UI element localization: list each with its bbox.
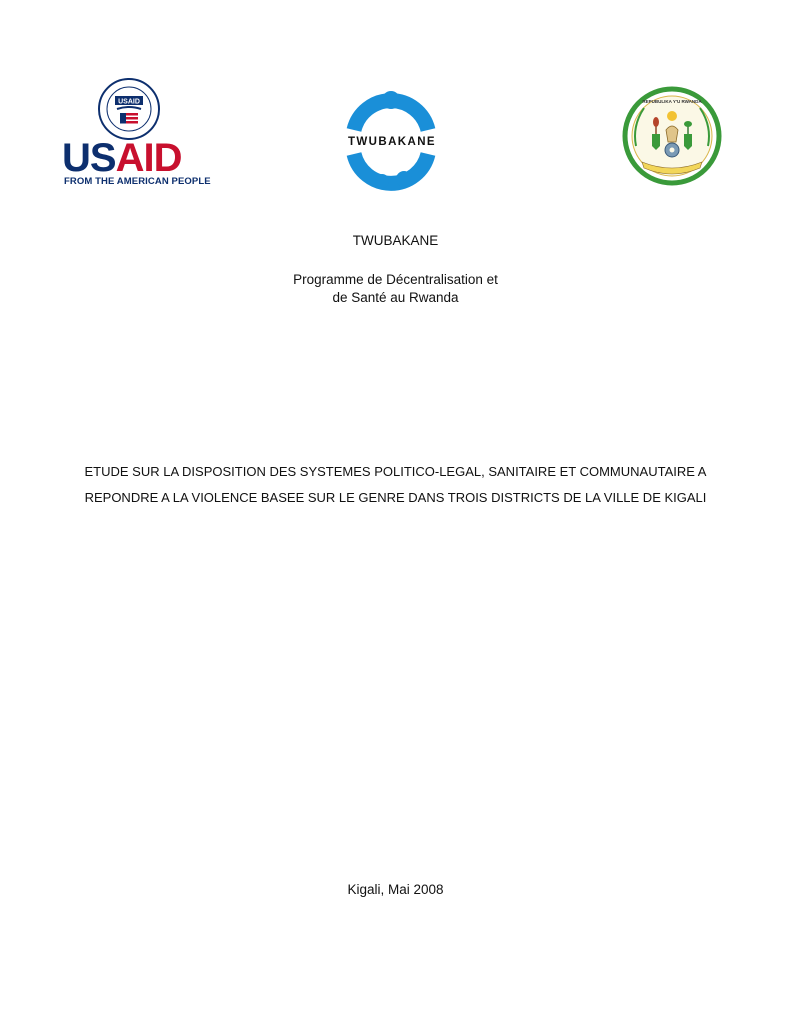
programme-line-1: Programme de Décentralisation et [293, 272, 498, 287]
place-date: Kigali, Mai 2008 [347, 882, 444, 897]
twubakane-wordmark: TWUBAKANE [348, 136, 436, 148]
project-title: TWUBAKANE [352, 233, 439, 248]
study-title-line-2: REPONDRE A LA VIOLENCE BASEE SUR LE GENRE DANS TROIS DISTRICTS DE LA VILLE DE KIGALI [84, 490, 707, 505]
twubakane-logo [326, 88, 456, 198]
rwanda-seal-label: REPUBULIKA Y'U RWANDA [642, 99, 702, 104]
study-title-line-1: ETUDE SUR LA DISPOSITION DES SYSTEMES POLITICO-LEGAL, SANITAIRE ET COMMUNAUTAIRE A [84, 464, 707, 479]
usaid-tagline: FROM THE AMERICAN PEOPLE [64, 176, 211, 187]
programme-line-2: de Santé au Rwanda [332, 290, 459, 305]
rwanda-coat-of-arms-icon [622, 86, 722, 186]
usaid-wordmark-aid: AID [115, 136, 182, 180]
usaid-seal-icon [98, 78, 160, 140]
usaid-wordmark [62, 136, 181, 180]
usaid-seal-text: USAID [118, 98, 140, 106]
usaid-wordmark-us: US [62, 136, 116, 180]
usaid-logo [60, 78, 211, 188]
